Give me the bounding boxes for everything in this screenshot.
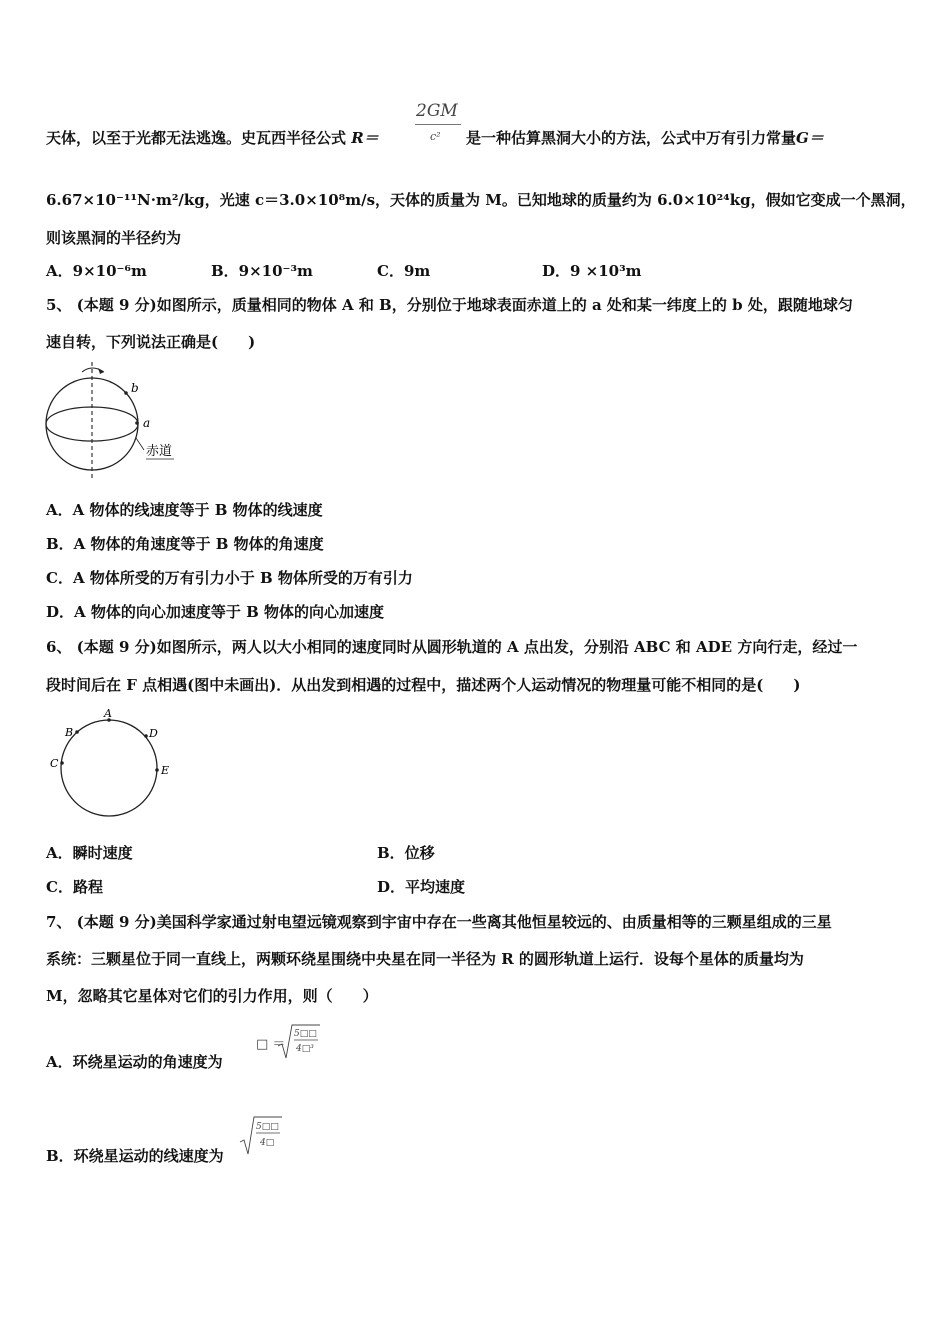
formula-r: R＝ [351, 129, 379, 147]
q4-option-c[interactable]: C．9m [377, 262, 431, 280]
q7-line3: M，忽略其它星体对它们的引力作用，则（ ） [46, 987, 378, 1005]
point-B [75, 730, 79, 734]
equator-pointer [136, 438, 144, 450]
q6-line2: 段时间后在 F 点相遇(图中未画出)．从出发到相遇的过程中，描述两个人运动情况的物理量可能不相同的是( ) [46, 676, 801, 694]
label-E: E [161, 764, 170, 777]
q5-option-c[interactable]: C．A 物体所受的万有引力小于 B 物体所受的万有引力 [46, 569, 413, 587]
q4-line1-post-text: 是一种估算黑洞大小的方法，公式中万有引力常量 [466, 129, 797, 147]
point-E [155, 768, 159, 772]
formula-b-sqrt [238, 1114, 284, 1158]
formula-b-den: 4□ [260, 1138, 275, 1148]
point-a [135, 421, 139, 425]
q4-line1 [46, 127, 379, 148]
q4-line2: 6.67×10⁻¹¹N·m²/kg，光速 c＝3.0×10⁸m/s，天体的质量为 M。已知地球的质量约为 6.0×10²⁴kg，假如它变成一个黑洞， [46, 191, 916, 209]
formula-a-num: 5□□ [294, 1029, 317, 1039]
point-C [60, 761, 64, 765]
fraction-bar [415, 124, 461, 125]
label-equator: 赤道 [146, 444, 173, 459]
formula-a-sqrt [276, 1022, 322, 1062]
q5-option-a[interactable]: A．A 物体的线速度等于 B 物体的线速度 [46, 501, 323, 519]
q7-line1: 7、 (本题 9 分)美国科学家通过射电望远镜观察到宇宙中存在一些离其他恒星较远的、由质量相等的三颗星组成的三星 [46, 913, 832, 931]
formula-b-num: 5□□ [256, 1122, 279, 1132]
track-circle [61, 720, 157, 816]
q4-option-a[interactable]: A．9×10⁻⁶m [46, 262, 147, 280]
q7-option-a[interactable]: A．环绕星运动的角速度为 [46, 1053, 223, 1071]
q5-option-b[interactable]: B．A 物体的角速度等于 B 物体的角速度 [46, 535, 324, 553]
point-D [144, 734, 148, 738]
q4-line1-post [466, 127, 824, 148]
q5-option-d[interactable]: D．A 物体的向心加速度等于 B 物体的向心加速度 [46, 603, 384, 621]
q7-line2: 系统：三颗星位于同一直线上，两颗环绕星围绕中央星在同一半径为 R 的圆形轨道上运行．设每个星体的质量均为 [46, 950, 804, 968]
earth-figure [40, 360, 190, 485]
label-C: C [50, 757, 59, 770]
point-b [124, 391, 128, 395]
label-D: D [149, 727, 158, 740]
formula-a-den: 4□³ [296, 1044, 314, 1054]
q4-option-d[interactable]: D．9 ×10³m [542, 262, 642, 280]
circular-track-figure [44, 706, 179, 824]
q6-option-b[interactable]: B．位移 [377, 844, 435, 862]
label-a: a [143, 416, 151, 430]
label-b: b [131, 381, 139, 395]
q5-line1: 5、 (本题 9 分)如图所示，质量相同的物体 A 和 B，分别位于地球表面赤道上的 a 处和某一纬度上的 b 处，跟随地球匀 [46, 296, 853, 314]
q6-option-c[interactable]: C．路程 [46, 878, 103, 896]
label-A: A [104, 707, 112, 720]
g-constant-symbol: G＝ [796, 129, 824, 147]
q6-option-a[interactable]: A．瞬时速度 [46, 844, 133, 862]
q7-option-b[interactable]: B．环绕星运动的线速度为 [46, 1147, 224, 1165]
q4-line3: 则该黑洞的半径约为 [46, 229, 182, 247]
q6-option-d[interactable]: D．平均速度 [377, 878, 466, 896]
q4-option-b[interactable]: B．9×10⁻³m [211, 262, 313, 280]
label-B: B [65, 726, 74, 739]
formula-denominator: c² [430, 130, 441, 143]
formula-a-lhs: □ ＝ [256, 1037, 286, 1052]
q5-line2: 速自转，下列说法正确是( ) [46, 333, 256, 351]
q6-line1: 6、 (本题 9 分)如图所示，两人以大小相同的速度同时从圆形轨道的 A 点出发，分别沿 ABC 和 ADE 方向行走，经过一 [46, 638, 858, 656]
q4-line1-pre: 天体，以至于光都无法逃逸。史瓦西半径公式 [46, 129, 347, 147]
formula-numerator: 2GM [416, 101, 458, 121]
